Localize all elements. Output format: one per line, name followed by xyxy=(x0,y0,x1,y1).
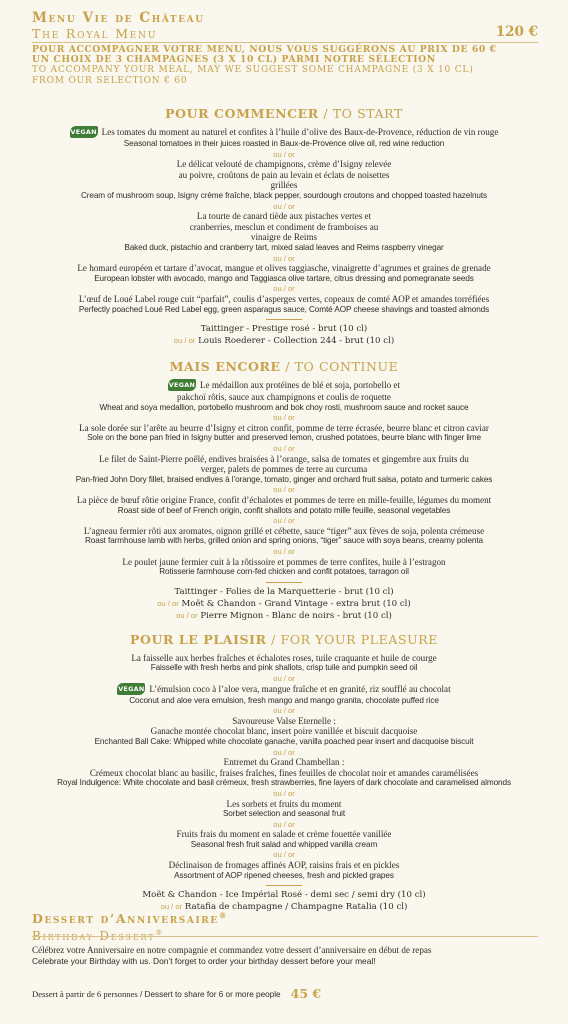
wine-divider xyxy=(266,582,302,583)
birthday-description xyxy=(32,945,548,967)
or-separator: ou / or xyxy=(273,284,295,294)
dish-item: La faisselle aux herbes fraîches et échalotes roses, tuile craquante et huile de courge Faisselle with fresh herbs and pink shallots, crisp tuile and pumpkin seed oil xyxy=(131,652,437,673)
dish-item: Savoureuse Valse Eternelle : Ganache montée chocolat blanc, insert poire vanillée et biscuit dacquoise Enchanted Ball Cake: Whipped white chocolate ganache, vanilla poached pear insert and dacquoise biscuit xyxy=(94,715,474,746)
or-separator: ou / or xyxy=(273,819,295,829)
dish-item: L’œuf de Loué Label rouge cuit “parfait”, coulis d’asperges vertes, copeaux de comté AOP et amandes torréfiées Perfectly poached Loué Red Label egg, green asparagus sauce, Comté AOP cheese shavings and toasted almonds xyxy=(78,293,490,314)
menu-title-en: The Royal Menu xyxy=(32,26,158,41)
vegan-badge-icon: VEGAN xyxy=(118,684,145,693)
dish-item: VEGAN Le médaillon aux protéines de blé et soja, portobello et pakchoï rôtis, sauce aux champignons et coulis de roquette Wheat and soya medallion, portobello mushroom and bok choy rosti, mushroom sauce and rocket sauce xyxy=(99,380,469,412)
dish-item: Entremet du Grand Chambellan : Crémeux chocolat blanc au basilic, fraises fraîches, fines feuilles de chocolat noir et amandes caramélisées Royal Indulgence: White chocolate and basil crémeux, fresh strawberries, fine layers of dark chocolate and caramelised almonds xyxy=(57,757,511,788)
or-separator: ou / or xyxy=(273,547,295,556)
birthday-price-line xyxy=(32,985,321,1000)
wine-pairing: ou / or Moët & Chandon - Grand Vintage - extra brut (10 cl) xyxy=(157,598,411,609)
champagne-offer-fr-1: POUR ACCOMPAGNER VOTRE MENU, NOUS VOUS SUGGÉRONS AU PRIX DE 60 € xyxy=(32,44,497,55)
dish-item: Le homard européen et tartare d’avocat, mangue et olives taggiasche, vinaigrette d’agrumes et graines de grenade European lobster with avocado, mango and Taggiasca olive tartare, citrus dressing and pomegranate seeds xyxy=(77,263,491,283)
dish-item: Les sorbets et fruits du moment Sorbet selection and seasonal fruit xyxy=(222,798,346,819)
dish-item: La sole dorée sur l’arête au beurre d’Isigny et citron confit, pomme de terre écrasée, beurre blanc et citron caviar Sole on the bone pan fried in Isigny butter and preserved lemon, crushed potatoes, beurre blanc with finger lime xyxy=(79,422,489,443)
wine-pairing: ou / or Louis Roederer - Collection 244 - brut (10 cl) xyxy=(173,336,395,347)
birthday-text-en: Celebrate your Birthday with us. Don’t forget to order your birthday dessert before your meal! xyxy=(32,956,376,966)
dish-item: Le délicat velouté de champignons, crème d’Isigny relevée au poivre, croûtons de pain au levain et éclats de noisettes grillées Cream of mushroom soup, Isigny crème fraîche, black pepper, sourdough croutons and chopped toasted hazelnuts xyxy=(80,159,488,200)
or-separator: ou / or xyxy=(273,253,295,263)
or-separator: ou / or xyxy=(273,201,295,211)
header-divider xyxy=(32,42,538,43)
wine-divider xyxy=(266,319,302,320)
wine-pairing: Taittinger - Prestige rosé - brut (10 cl) xyxy=(200,324,368,335)
wine-divider xyxy=(266,885,302,886)
or-separator: ou / or xyxy=(273,149,295,159)
dish-item: La pièce de bœuf rôtie origine France, confit d’échalotes et pommes de terre en mille-feuille, légumes du moment Roast side of beef of French origin, confit shallots and potato mille feuille, seasonal vegetables xyxy=(76,495,492,515)
dish-item: Le poulet jaune fermier cuit à la rôtissoire et pommes de terre confites, huile à l’estragon Rotisserie farmhouse corn-fed chicken and confit potatoes, tarragon oil xyxy=(122,556,446,577)
or-separator: ou / or xyxy=(273,673,295,683)
section-title-pleasure: POUR LE PLAISIR / FOR YOUR PLEASURE xyxy=(129,631,438,647)
birthday-section xyxy=(32,909,538,943)
wine-pairing: Moët & Chandon - Ice Impérial Rosé - demi sec / semi dry (10 cl) xyxy=(142,890,426,901)
dish-item: VEGAN Les tomates du moment au naturel et confites à l’huile d’olive des Baux-de-Provence, réduction de vin rouge Seasonal tomatoes in their juices roasted in Baux-de-Provence olive oil, red wine reduction xyxy=(70,127,499,148)
or-separator: ou / or xyxy=(273,485,295,495)
dish-item: VEGAN L’émulsion coco à l’aloe vera, mangue fraîche et en granité, riz soufflé au chocolat Coconut and aloe vera emulsion, fresh mango and mango granita, chocolate puffed rice xyxy=(118,683,451,705)
or-separator: ou / or xyxy=(273,413,295,423)
menu-content xyxy=(0,106,568,913)
birthday-price: 45 € xyxy=(290,986,322,1001)
or-separator: ou / or xyxy=(273,788,295,798)
dish-item: Déclinaison de fromages affinés AOP, raisins frais et en pickles Assortment of AOP ripened cheeses, fresh and pickled grapes xyxy=(168,860,400,880)
birthday-share-en: / Dessert to share for 6 or more people xyxy=(137,990,281,999)
birthday-text-fr: Célébrez votre Anniversaire en notre compagnie et commandez votre dessert d’anniversaire en début de repas xyxy=(32,945,432,955)
wine-pairing: ou / or Ratafia de champagne / Champagne Ratalia (10 cl) xyxy=(160,902,408,913)
birthday-divider xyxy=(32,936,538,937)
dish-item: La tourte de canard tiède aux pistaches vertes et cranberries, mesclun et condiment de framboises au vinaigre de Reims Baked duck, pistachio and cranberry tart, mixed salad leaves and Reims raspberry vinegar xyxy=(124,211,444,252)
or-separator: ou / or xyxy=(273,850,295,860)
birthday-title-fr: Dessert d’Anniversaire® xyxy=(32,911,228,927)
vegan-badge-icon: VEGAN xyxy=(168,381,196,390)
wine-pairing: ou / or Pierre Mignon - Blanc de noirs - brut (10 cl) xyxy=(176,610,392,621)
dish-item: Fruits frais du moment en salade et crème fouettée vanillée Seasonal fresh fruit salad and whipped vanilla cream xyxy=(176,829,392,849)
menu-price: 120 € xyxy=(495,24,538,40)
champagne-offer-en-1: TO ACCOMPANY YOUR MEAL, MAY WE SUGGEST SOME CHAMPAGNE (3 X 10 CL) xyxy=(32,65,474,76)
vegan-badge-icon: VEGAN xyxy=(70,128,97,136)
section-title-continue: MAIS ENCORE / TO CONTINUE xyxy=(169,359,399,375)
section-title-start: POUR COMMENCER / TO START xyxy=(165,106,403,121)
or-separator: ou / or xyxy=(273,747,295,757)
dish-item: Le filet de Saint-Pierre poêlé, endives braisées à l’orange, salsa de tomates et gingembre aux fruits du verger, palets de pommes de terre au curcuma Pan-fried John Dory fillet, braised endives à l’orange, tomato, ginger and orchard fruit salsa, potato and turmeric cakes xyxy=(75,453,493,484)
champagne-offer-fr-2: UN CHOIX DE 3 CHAMPAGNES (3 X 10 CL) PARMI NOTRE SÉLECTION xyxy=(32,54,436,66)
wine-pairing: Taittinger - Folies de la Marquetterie - brut (10 cl) xyxy=(174,586,394,597)
or-separator: ou / or xyxy=(273,444,295,454)
menu-title-fr: Menu Vie de Château xyxy=(32,10,205,26)
birthday-title-en: Birthday Dessert® xyxy=(32,928,165,944)
or-separator: ou / or xyxy=(273,516,295,526)
birthday-share-fr: Dessert à partir de 6 personnes xyxy=(32,989,138,999)
champagne-offer-en-2: FROM OUR SELECTION € 60 xyxy=(32,75,188,86)
champagne-offer xyxy=(32,45,538,86)
or-separator: ou / or xyxy=(273,706,295,716)
dish-item: L’agneau fermier rôti aux aromates, oignon grillé et cébette, sauce “tiger” aux fèves de soja, polenta crémeuse Roast farmhouse lamb with herbs, grilled onion and spring onions, “tiger” sauce with soya beans, creamy polenta xyxy=(83,525,485,546)
menu-header xyxy=(32,10,538,41)
